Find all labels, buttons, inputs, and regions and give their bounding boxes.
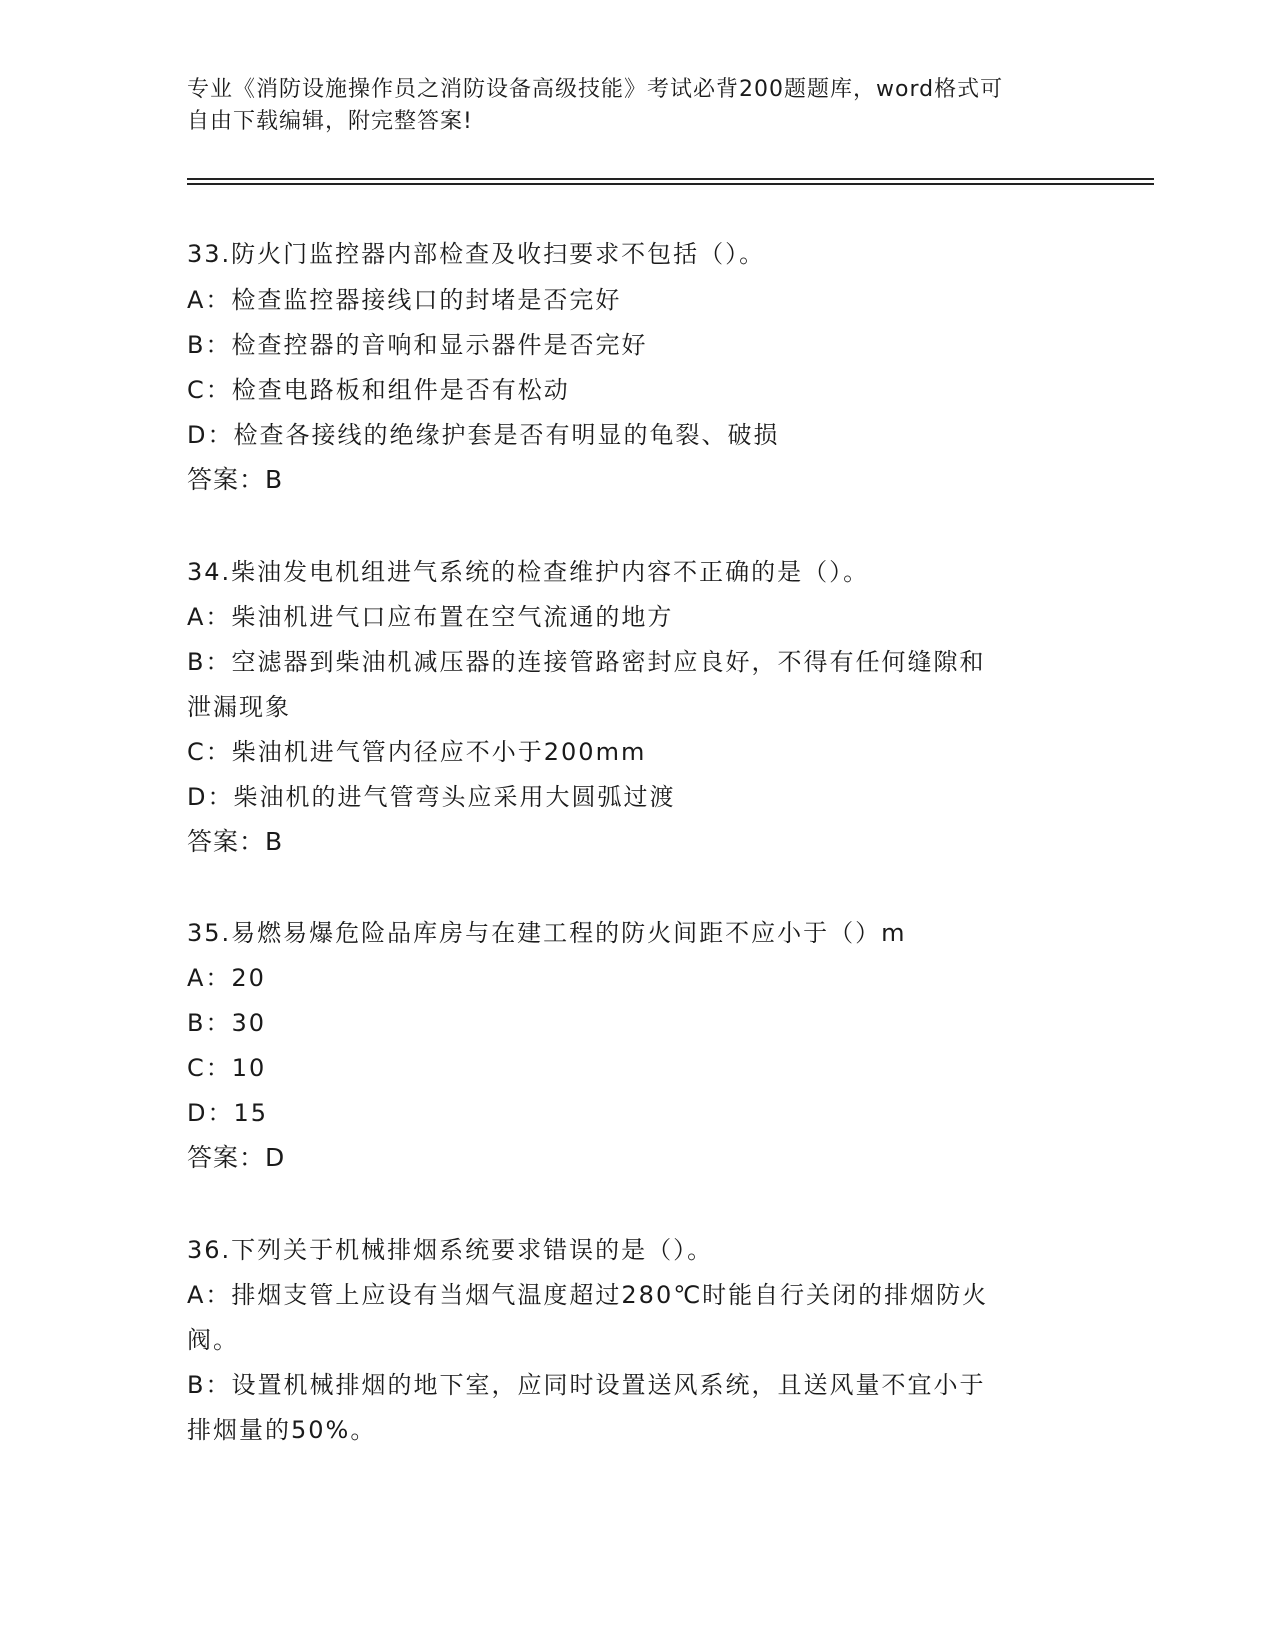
- header-line-1: 专业《消防设施操作员之消防设备高级技能》考试必背200题题库，word格式可: [187, 77, 1004, 102]
- question-36-option-a: A：排烟支管上应设有当烟气温度超过280℃时能自行关闭的排烟防火: [187, 1281, 989, 1309]
- question-34-option-c: C：柴油机进气管内径应不小于200mm: [187, 738, 647, 766]
- question-36-option-b: B：设置机械排烟的地下室，应同时设置送风系统，且送风量不宜小于: [187, 1371, 986, 1399]
- question-34-option-a: A：柴油机进气口应布置在空气流通的地方: [187, 603, 674, 631]
- question-34-option-d: D：柴油机的进气管弯头应采用大圆弧过渡: [187, 783, 676, 811]
- question-35-option-d: D：15: [187, 1099, 269, 1127]
- question-35-answer: 答案：D: [187, 1143, 286, 1172]
- question-33-option-a: A：检查监控器接线口的封堵是否完好: [187, 286, 622, 314]
- question-35-stem: 35.易燃易爆危险品库房与在建工程的防火间距不应小于（）m: [187, 919, 907, 947]
- question-36-option-a-cont: 阀。: [187, 1326, 239, 1354]
- question-34-option-b: B：空滤器到柴油机减压器的连接管路密封应良好，不得有任何缝隙和: [187, 648, 986, 676]
- question-33-option-d: D：检查各接线的绝缘护套是否有明显的龟裂、破损: [187, 421, 780, 449]
- question-34-option-b-cont: 泄漏现象: [187, 693, 291, 721]
- document-header: [187, 74, 1087, 138]
- question-33-stem: 33.防火门监控器内部检查及收扫要求不包括（）。: [187, 240, 766, 268]
- question-35-option-a: A：20: [187, 964, 266, 992]
- header-divider-bottom: [187, 183, 1154, 185]
- question-36-option-b-cont: 排烟量的50%。: [187, 1416, 377, 1444]
- question-33-answer: 答案：B: [187, 465, 284, 494]
- question-36-stem: 36.下列关于机械排烟系统要求错误的是（）。: [187, 1236, 714, 1264]
- question-33-option-c: C：检查电路板和组件是否有松动: [187, 376, 570, 404]
- question-33-option-b: B：检查控器的音响和显示器件是否完好: [187, 331, 648, 359]
- question-35-option-c: C：10: [187, 1054, 267, 1082]
- header-line-2: 自由下载编辑，附完整答案!: [187, 109, 473, 134]
- question-35-option-b: B：30: [187, 1009, 267, 1037]
- question-34-stem: 34.柴油发电机组进气系统的检查维护内容不正确的是（）。: [187, 558, 870, 586]
- question-34-answer: 答案：B: [187, 827, 284, 856]
- header-divider-top: [187, 178, 1154, 180]
